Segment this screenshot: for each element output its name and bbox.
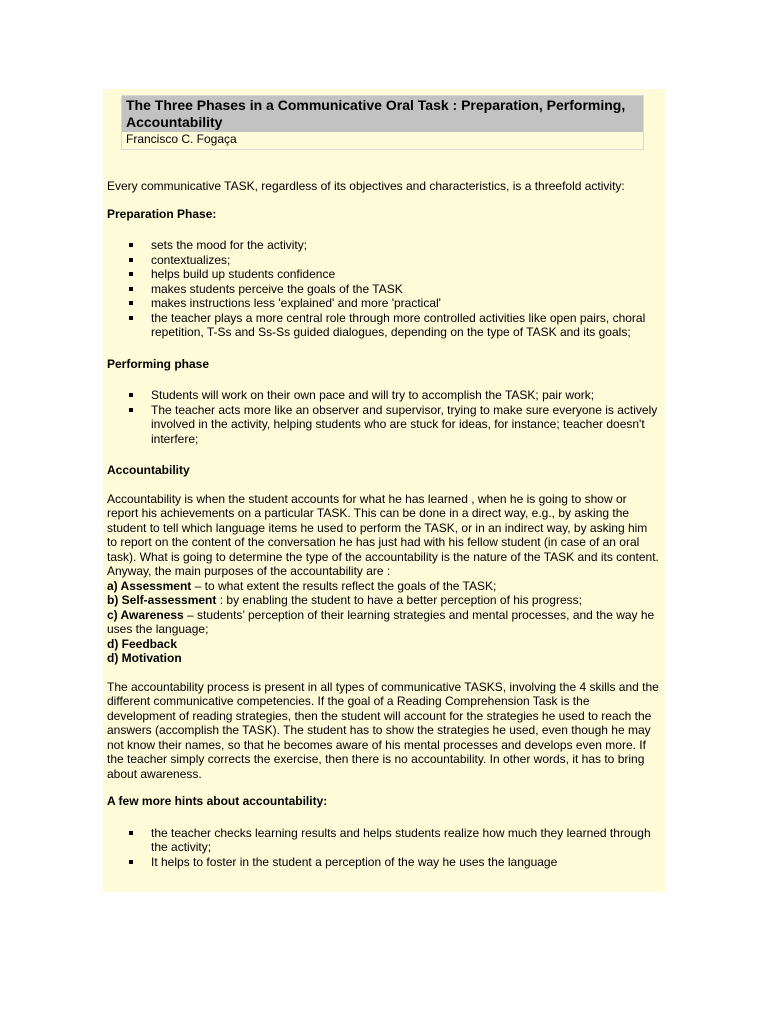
list-item: sets the mood for the activity;: [107, 238, 659, 253]
performing-heading: Performing phase: [107, 356, 210, 371]
bullet-icon: [129, 258, 133, 262]
bullet-icon: [129, 860, 133, 864]
accountability-heading: Accountability: [107, 463, 190, 477]
bullet-icon: [129, 408, 133, 412]
purpose-feedback: d) Feedback: [107, 636, 178, 651]
document-title: The Three Phases in a Communicative Oral Task : Preparation, Performing, Accountability: [126, 97, 626, 130]
purpose-motivation: d) Motivation: [107, 651, 182, 665]
document-body: [107, 179, 659, 869]
preparation-list: [107, 238, 659, 340]
process-paragraph: The accountability process is present in all types of communicative TASKS, involving the 4 skills and the different communicative competencies. If the goal of a Reading Comprehension Task is the development of reading strategies, then the student will account for the strategies he used to reach the answers (accomplish the TASK). The student has to show the strategies he used, even though he may not know their names, so that he becomes aware of his mental processes and develops even more. If the teacher simply corrects the exercise, then there is no accountability. In other words, it has to bring about awareness.: [107, 679, 659, 781]
purpose-assessment: a) Assessment – to what extent the results reflect the goals of the TASK;: [107, 578, 497, 593]
hints-heading: A few more hints about accountability:: [107, 794, 328, 808]
list-item: the teacher plays a more central role through more controlled activities like open pairs, choral repetition, T-Ss and Ss-Ss guided dialogues, depending on the type of TASK and its goals;: [107, 311, 659, 340]
bullet-icon: [129, 301, 133, 305]
list-item: contextualizes;: [107, 253, 659, 268]
list-item: Students will work on their own pace and will try to accomplish the TASK; pair work;: [107, 388, 659, 403]
accountability-paragraph: Accountability is when the student accounts for what he has learned , when he is going to show or report his achievements on a particular TASK. This can be done in a direct way, e.g., by asking the student to tell which language items he used to perform the TASK, or in an indirect way, by asking him to report on the content of the conversation he has just had with his fellow student (in case of an oral task). What is going to determine the type of the accountability is the nature of the TASK and its content. Anyway, the main purposes of the accountability are :: [107, 491, 659, 578]
performing-list: [107, 388, 659, 446]
bullet-icon: [129, 393, 133, 397]
title-block: [121, 95, 644, 150]
title-band: [122, 96, 643, 132]
bullet-icon: [129, 272, 133, 276]
list-item: It helps to foster in the student a perception of the way he uses the language: [107, 855, 659, 870]
preparation-heading: Preparation Phase:: [107, 206, 217, 221]
hints-list: [107, 826, 659, 870]
document-author: Francisco C. Fogaça: [126, 132, 237, 146]
document-page: [103, 89, 665, 892]
bullet-icon: [129, 243, 133, 247]
list-item: helps build up students confidence: [107, 267, 659, 282]
intro-paragraph: Every communicative TASK, regardless of its objectives and characteristics, is a threefold activity:: [107, 179, 625, 193]
purpose-awareness: c) Awareness – students’ perception of their learning strategies and mental processes, and the way he uses the language;: [107, 607, 655, 636]
bullet-icon: [129, 287, 133, 291]
purpose-self-assessment: b) Self-assessment : by enabling the student to have a better perception of his progress;: [107, 593, 582, 607]
bullet-icon: [129, 316, 133, 320]
list-item: the teacher checks learning results and helps students realize how much they learned through the activity;: [107, 826, 659, 855]
list-item: makes students perceive the goals of the TASK: [107, 282, 659, 297]
list-item: The teacher acts more like an observer and supervisor, trying to make sure everyone is actively involved in the activity, helping students who are stuck for ideas, for instance; teacher doesn't interfere;: [107, 403, 659, 447]
bullet-icon: [129, 831, 133, 835]
list-item: makes instructions less 'explained' and more 'practical': [107, 296, 659, 311]
